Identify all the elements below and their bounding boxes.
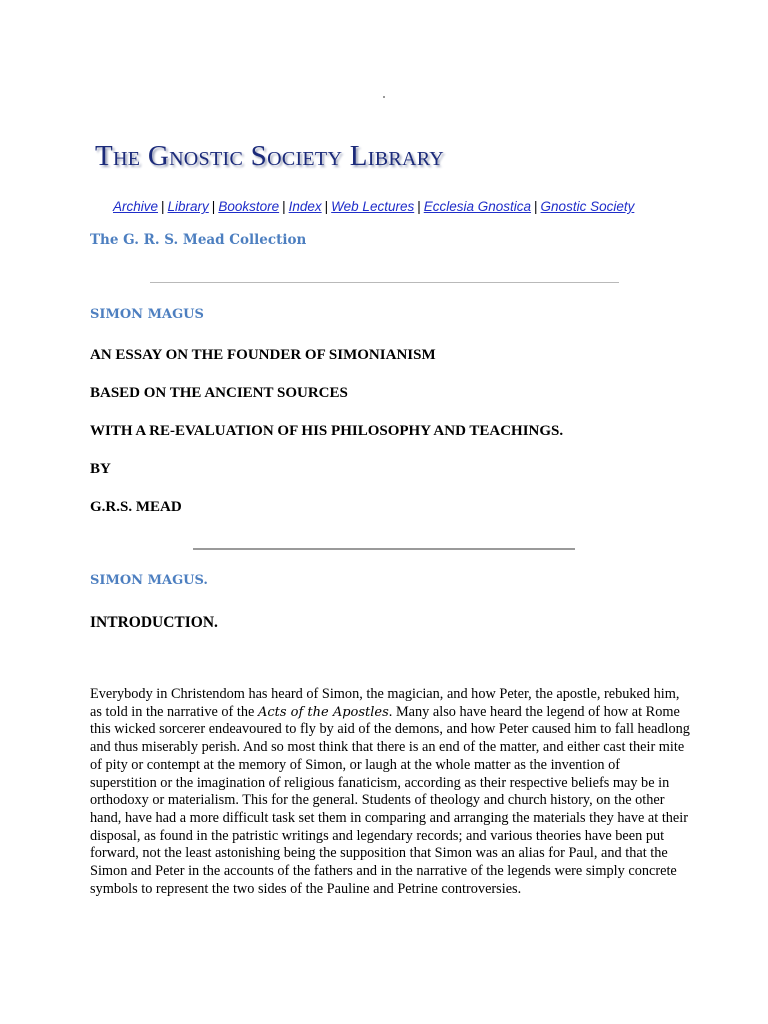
- section-heading: SIMON MAGUS: [90, 307, 204, 322]
- essay-author: G.R.S. MEAD: [90, 499, 182, 515]
- paragraph-text: . Many also have heard the legend of how at Rome this wicked sorcerer endeavoured to fly by aid of the demons, and how Peter caused him to fall headlong and thus miserably perish. And so most think that there is an end of the matter, and either cast their mite of pity or contempt at the memory of Simon, or laugh at the whole matter as the invention of superstition or the imagination of religious fanaticism, according as their respective beliefs may be in orthodoxy or materialism. This for the general. Students of theology and church history, on the other hand, have had a more difficult task set them in comparing and arranging the materials they have at their disposal, as found in the patristic writings and legendary records; and various theories have been put forward, not the least astonishing being the supposition that Simon was an alias for Paul, and that the Simon and Peter in the accounts of the fathers and in the narrative of the legends were simply concrete symbols to represent the two sides of the Pauline and Petrine controversies.: [90, 703, 690, 897]
- introduction-paragraph: [90, 686, 690, 898]
- nav-link-ecclesia-gnostica[interactable]: Ecclesia Gnostica: [423, 199, 532, 214]
- nav-separator: |: [282, 199, 286, 214]
- nav-bar: [113, 199, 634, 214]
- nav-link-bookstore[interactable]: Bookstore: [218, 199, 280, 214]
- nav-separator: |: [324, 199, 329, 214]
- decorative-dot: [383, 96, 385, 98]
- essay-by-line: BY: [90, 461, 111, 477]
- divider: [150, 282, 619, 283]
- collection-heading: The G. R. S. Mead Collection: [90, 232, 307, 248]
- introduction-heading: INTRODUCTION.: [90, 614, 218, 631]
- paragraph-italic-title: Acts of the Apostles: [257, 704, 389, 720]
- nav-link-gnostic-society[interactable]: Gnostic Society: [540, 199, 635, 214]
- paragraph-text: Everybody in Christendom has heard of Simon, the magician, and how Peter, the apostle, rebuked him, as told in the narrative of the: [90, 686, 680, 720]
- nav-separator: |: [534, 199, 538, 214]
- essay-title-line: WITH A RE-EVALUATION OF HIS PHILOSOPHY AND TEACHINGS.: [90, 423, 564, 439]
- divider: [193, 548, 575, 550]
- nav-separator: |: [161, 199, 165, 214]
- nav-separator: |: [211, 199, 216, 214]
- essay-title-line: AN ESSAY ON THE FOUNDER OF SIMONIANISM: [90, 347, 436, 363]
- nav-separator: |: [417, 199, 421, 214]
- essay-title-line: BASED ON THE ANCIENT SOURCES: [90, 385, 348, 401]
- site-title: The Gnostic Society Library: [95, 140, 445, 172]
- nav-link-web-lectures[interactable]: Web Lectures: [331, 199, 415, 214]
- nav-link-index[interactable]: Index: [288, 199, 322, 214]
- nav-link-archive[interactable]: Archive: [113, 199, 159, 214]
- chapter-heading: SIMON MAGUS.: [90, 573, 208, 588]
- nav-link-library[interactable]: Library: [167, 199, 209, 214]
